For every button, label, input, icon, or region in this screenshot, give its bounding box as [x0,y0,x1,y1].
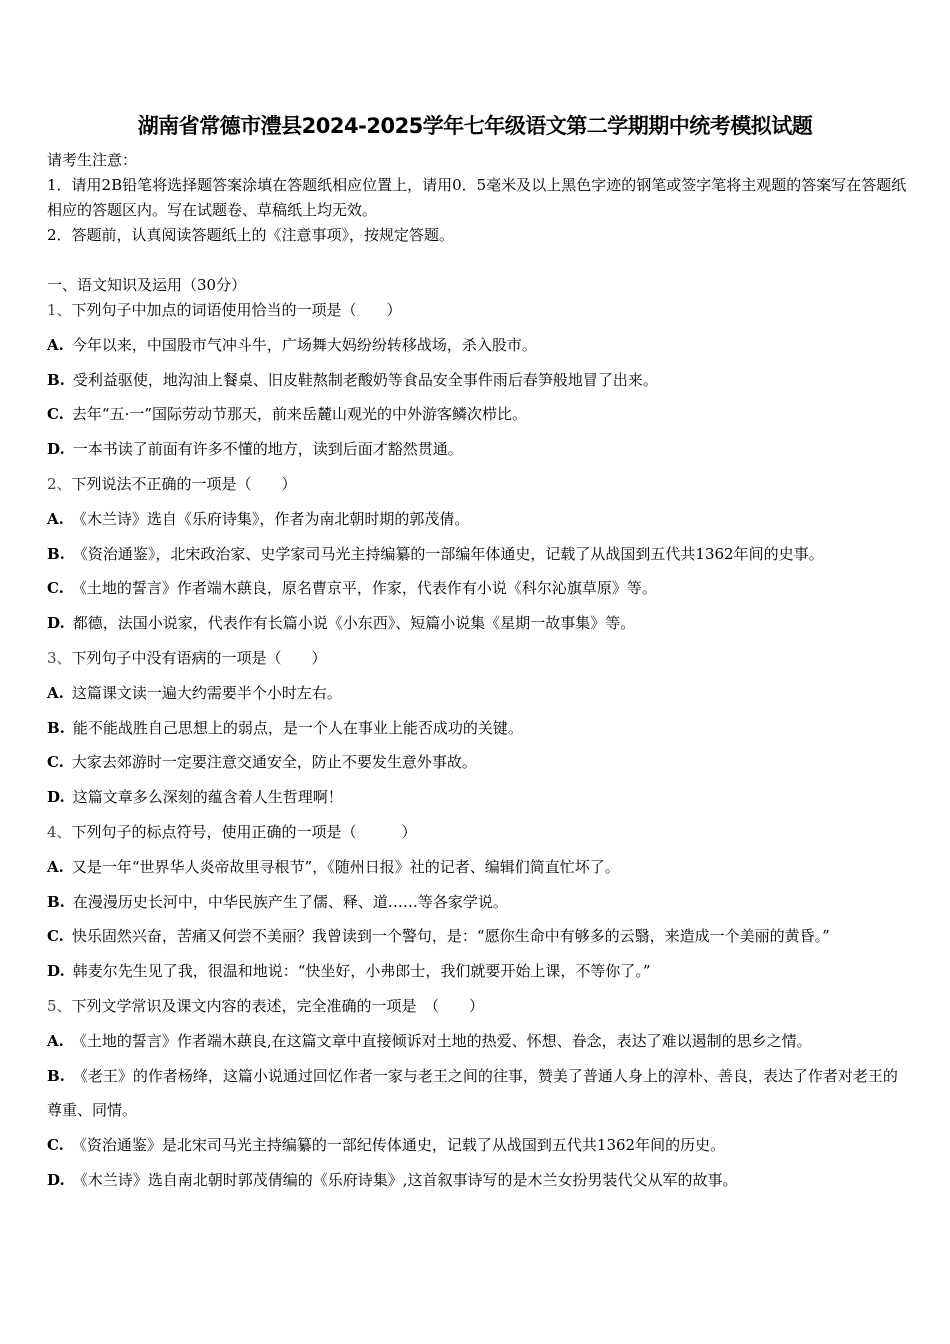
answer-option [47,919,909,954]
option-text: 这篇课文读一遍大约需要半个小时左右。 [71,683,342,702]
answer-option [47,954,909,989]
option-label: B. [47,544,65,563]
option-label: A. [47,683,64,702]
option-text: 去年“五·一”国际劳动节那天，前来岳麓山观光的中外游客鳞次栉比。 [71,405,528,424]
option-text: 《木兰诗》选自南北朝时郭茂倩编的《乐府诗集》,这首叙事诗写的是木兰女扮男装代父从军的故事。 [72,1170,738,1189]
answer-option [47,850,909,885]
question-text: 下列文学常识及课文内容的表述，完全准确的一项是 （ ） [71,996,485,1015]
question [47,467,909,641]
question-number: 3、 [47,648,72,667]
answer-option [47,1059,909,1129]
document-title: 湖南省常德市澧县2024-2025学年七年级语文第二学期期中统考模拟试题 [137,114,813,138]
question-text: 下列句子中没有语病的一项是（ ） [71,648,327,667]
option-label: D. [47,614,65,633]
question-number: 1、 [47,301,72,319]
answer-option [47,711,909,746]
option-label: A. [47,335,64,354]
option-text: 《老王》的作者杨绛，这篇小说通过回忆作者一家与老王之间的往事，赞美了普通人身上的淳朴、善良，表达了作者对老王的尊重、同情。 [47,1066,898,1120]
option-label: C. [47,1136,64,1155]
question [47,989,909,1198]
option-label: A. [47,857,64,876]
question-list [47,293,909,1198]
option-label: D. [47,440,65,459]
answer-option [47,1128,909,1163]
option-text: 《资治通鉴》，北宋政治家、史学家司马光主持编纂的一部编年体通史，记载了从战国到五代共1362年间的史事。 [72,544,824,563]
question-number: 2、 [47,474,72,493]
option-label: D. [47,1170,65,1189]
option-label: C. [47,753,64,772]
option-text: 都德，法国小说家，代表作有长篇小说《小东西》、短篇小说集《星期一故事集》等。 [72,614,636,633]
answer-option [47,1163,909,1198]
option-text: 这篇文章多么深刻的蕴含着人生哲理啊！ [72,788,343,807]
option-label: C. [47,405,64,424]
option-label: C. [47,579,64,598]
answer-option [47,676,909,711]
option-label: B. [47,718,65,737]
question-text: 下列句子的标点符号，使用正确的一项是（ ） [71,822,417,841]
question-stem [47,467,909,502]
answer-option [47,328,909,363]
option-text: 一本书读了前面有许多不懂的地方，读到后面才豁然贯通。 [72,440,463,459]
section-heading: 一、语文知识及运用（30分） [47,276,247,294]
option-label: B. [47,892,65,911]
notice-item: 2．答题前，认真阅读答题纸上的《注意事项》，按规定答题。 [47,226,455,244]
option-label: C. [47,927,64,946]
question-stem [47,989,909,1024]
option-text: 快乐固然兴奋，苦痛又何尝不美丽？我曾读到一个警句，是：“愿你生命中有够多的云翳，来造成一个美丽的黄昏。” [71,927,830,946]
exam-notice [47,148,907,248]
option-label: B. [47,370,65,389]
question-stem [47,293,909,328]
answer-option [47,1024,909,1059]
answer-option [47,606,909,641]
answer-option [47,745,909,780]
option-label: D. [47,788,65,807]
option-text: 《木兰诗》选自《乐府诗集》，作者为南北朝时期的郭茂倩。 [71,509,470,528]
option-label: A. [47,1031,64,1050]
answer-option [47,780,909,815]
question [47,293,909,467]
question [47,815,909,989]
question-text: 下列句子中加点的词语使用恰当的一项是（ ） [71,301,402,319]
answer-option [47,397,909,432]
question-number: 4、 [47,822,72,841]
option-text: 韩麦尔先生见了我，很温和地说：“快坐好，小弗郎士，我们就要开始上课，不等你了。” [72,962,651,981]
answer-option [47,502,909,537]
question-stem [47,641,909,676]
answer-option [47,571,909,606]
question-number: 5、 [47,996,72,1015]
option-label: D. [47,962,65,981]
question [47,641,909,815]
option-label: B. [47,1066,65,1085]
answer-option [47,537,909,572]
answer-option [47,885,909,920]
option-text: 《土地的誓言》作者端木蕻良，原名曹京平，作家，代表作有小说《科尔沁旗草原》等。 [71,579,657,598]
option-label: A. [47,509,64,528]
option-text: 又是一年“世界华人炎帝故里寻根节”，《随州日报》社的记者、编辑们简直忙坏了。 [71,857,620,876]
option-text: 今年以来，中国股市气冲斗牛，广场舞大妈纷纷转移战场，杀入股市。 [71,335,537,354]
option-text: 受利益驱使，地沟油上餐桌、旧皮鞋熬制老酸奶等食品安全事件雨后春笋般地冒了出来。 [72,370,658,389]
question-stem [47,815,909,850]
notice-heading: 请考生注意： [47,151,138,169]
option-text: 能不能战胜自己思想上的弱点，是一个人在事业上能否成功的关键。 [72,718,523,737]
question-text: 下列说法不正确的一项是（ ） [71,474,297,493]
answer-option [47,432,909,467]
option-text: 《土地的誓言》作者端木蕻良,在这篇文章中直接倾诉对土地的热爱、怀想、眷念，表达了难以遏制的思乡之情。 [71,1031,812,1050]
option-text: 在漫漫历史长河中，中华民族产生了儒、释、道……等各家学说。 [72,892,508,911]
answer-option [47,363,909,398]
option-text: 《资治通鉴》是北宋司马光主持编纂的一部纪传体通史，记载了从战国到五代共1362年间的历史。 [71,1136,726,1155]
notice-item: 1．请用2B铅笔将选择题答案涂填在答题纸相应位置上，请用0．5毫米及以上黑色字迹的钢笔或签字笔将主观题的答案写在答题纸相应的答题区内。写在试题卷、草稿纸上均无效。 [47,176,907,219]
option-text: 大家去郊游时一定要注意交通安全，防止不要发生意外事故。 [71,753,477,772]
